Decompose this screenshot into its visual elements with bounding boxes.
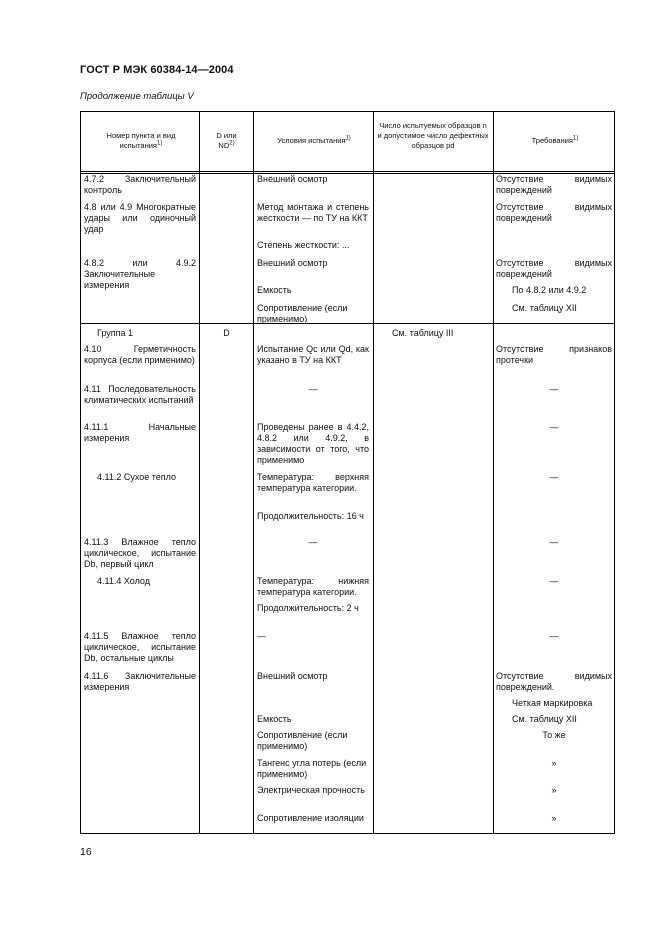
requirements-cell: Четкая маркировка [512,698,593,708]
conditions-cell: Температура: нижняя температура категории. [257,576,369,597]
conditions-cell: Сопротивление (если применимо) [257,730,348,751]
requirements-cell: Отсутствие признаков протечки [496,344,612,365]
conditions-cell: — [308,537,318,547]
requirements-cell: — [549,537,559,547]
test-item-cell: 4.11.5 Влажное тепло циклическое, испытание Db, остальные циклы [84,631,196,663]
conditions-cell: Внешний осмотр [257,174,328,184]
header-test-conditions: Условия испытания$^{1)}$ [277,135,351,145]
conditions-cell: Температура: верхняя температура категории. [257,472,369,493]
conditions-cell: Метод монтажа и степень жесткости — по ТУ на ККТ [257,202,369,223]
d-or-nd-cell: D [223,328,230,338]
requirements-cell: — [549,576,559,586]
requirements-cell: » [551,813,557,823]
column-divider [253,112,254,833]
header-requirements: Требования$^{1)}$ [531,135,579,145]
header-d-or-nd: D или ND$^{2)}$ [216,131,237,150]
conditions-cell: Испытание Qc или Qd, как указано в ТУ на ККТ [257,344,369,365]
column-divider [199,112,200,833]
conditions-cell: Емкость [257,285,292,295]
requirements-cell: — [549,631,559,641]
group-label: Группа 1 [97,328,134,338]
test-item-cell: 4.8.2 или 4.9.2 Заключительные измерения [84,258,196,290]
header-sample-count: Число испытуемых образцов n и допустимое число дефектных образцов pd [377,121,489,150]
test-item-cell: 4.7.2 Заключительный контроль [84,174,196,195]
requirements-cell: » [551,785,557,795]
requirements-cell: См. таблицу XII [512,303,577,313]
conditions-cell: Электрическая прочность [257,785,365,795]
requirements-cell: См. таблицу XII [512,714,577,724]
requirements-cell: — [549,472,559,482]
test-item-cell: 4.11 Последовательность климатических испытаний [84,384,196,405]
requirements-table [80,111,615,834]
document-title: ГОСТ Р МЭК 60384-14—2004 [80,64,234,76]
requirements-cell: Отсутствие видимых повреждений [496,174,612,195]
page-number: 16 [80,846,92,858]
requirements-cell: То же [542,730,566,740]
conditions-cell: Степень жесткости: ... [257,240,350,250]
conditions-cell: Сопротивление изоляции [257,813,364,823]
table-continuation-caption: Продолжение таблицы V [80,91,194,102]
conditions-cell: Сопротивление (если применимо) [257,303,348,324]
test-item-cell: 4.11.3 Влажное тепло циклическое, испытание Db, первый цикл [84,537,196,569]
requirements-cell: — [549,422,559,432]
requirements-cell: — [549,384,559,394]
conditions-cell: — [308,384,318,394]
test-item-cell: 4.11.6 Заключительные измерения [84,671,196,692]
conditions-cell: Проведены ранее в 4.4.2, 4.8.2 или 4.9.2, в зависимости от того, что применимо [257,422,369,465]
header-test-item: Номер пункта и вид испытания$^{1)}$ [106,131,176,150]
requirements-cell: » [551,758,557,768]
sample-count-cell: См. таблицу III [392,328,454,338]
requirements-cell: Отсутствие видимых повреждений [496,258,612,279]
requirements-cell: Отсутствие видимых повреждений [496,202,612,223]
conditions-cell: — [257,631,266,641]
test-item-cell: 4.11.1 Начальные измерения [84,422,196,443]
test-item-cell: 4.11.4 Холод [97,576,150,586]
column-divider [493,112,494,833]
conditions-cell: Внешний осмотр [257,258,328,268]
test-item-cell: 4.8 или 4.9 Многократные удары или одиночный удар [84,202,196,234]
conditions-cell: Продолжительность: 16 ч [257,511,364,521]
test-item-cell: 4.11.2 Сухое тепло [97,472,177,482]
conditions-cell: Тангенс угла потерь (если применимо) [257,758,367,779]
conditions-cell: Емкость [257,714,292,724]
conditions-cell: Продолжительность: 2 ч [257,603,359,613]
conditions-cell: Внешний осмотр [257,671,328,681]
requirements-cell: По 4.8.2 или 4.9.2 [512,285,587,295]
test-item-cell: 4.10 Герметичность корпуса (если применимо) [84,344,196,365]
column-divider [373,112,374,833]
requirements-cell: Отсутствие видимых повреждений. [496,671,612,692]
